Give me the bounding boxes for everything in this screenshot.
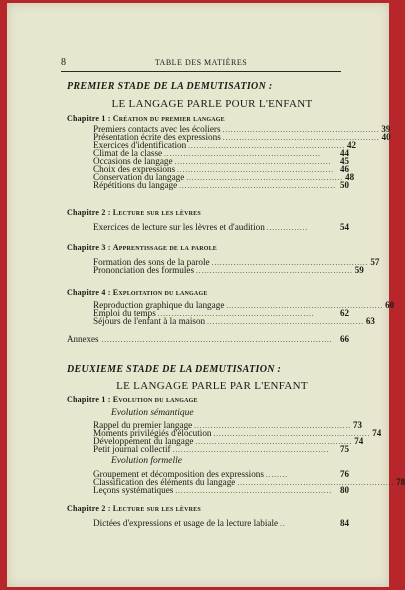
entry-text: Rappel du premier langage (93, 420, 193, 430)
entry-page: 76 (340, 469, 349, 479)
entry-text: Premiers contacts avec les écoliers (93, 124, 221, 134)
entry-text: Petit journal collectif (93, 444, 171, 454)
annexes-entry (67, 334, 349, 344)
entry-text: Développement du langage (93, 436, 194, 446)
entry-page: 74 (354, 436, 364, 446)
chapter-heading (67, 243, 357, 252)
entry-text: Climat de la classe (93, 148, 163, 158)
entry-page: 50 (340, 180, 349, 190)
leader-dots: ......................................................... (157, 310, 315, 318)
entry-page: 39 (381, 124, 391, 134)
leader-dots: ......................................................... (211, 259, 369, 267)
entry-text: Occasions de langage (93, 156, 173, 166)
entry-page: 66 (340, 334, 349, 344)
entry-page: 44 (340, 148, 349, 158)
entry-text: Emploi du temps (93, 308, 156, 318)
entry-page: 60 (385, 300, 395, 310)
part-subtitle: LE LANGAGE PARLE PAR L'ENFANT (116, 380, 308, 392)
leader-dots: ......................................................... (188, 142, 345, 150)
entry-page: 63 (365, 316, 375, 326)
chapter-title: Création du premier langage (112, 114, 225, 123)
entry-text: Présentation écrite des expressions (93, 132, 221, 142)
entry-page: 46 (340, 164, 349, 174)
entry-text: Groupement et décomposition des expressions (93, 469, 264, 479)
entry-list (93, 257, 380, 275)
book-page (7, 3, 405, 587)
entry-page: 57 (370, 257, 380, 267)
entry-page: 74 (372, 428, 382, 438)
toc-entry (93, 181, 349, 189)
leader-dots: ......................................................... (213, 430, 371, 438)
toc-entry (93, 519, 349, 527)
leader-dots: ......................................................... (196, 267, 353, 275)
leader-dots: ........ (265, 471, 288, 479)
chapter-heading (67, 208, 357, 217)
leader-dots: ......................................................... (177, 166, 334, 174)
leader-dots: ......................................................... (226, 302, 384, 310)
entry-list (93, 519, 349, 527)
entry-text: Annexes (67, 334, 99, 344)
entry-text: Classification des éléments du langage (93, 477, 236, 487)
toc-entry (93, 316, 375, 326)
page-number: 8 (61, 57, 67, 68)
chapter-heading (67, 288, 357, 297)
chapter-heading (67, 114, 357, 123)
entry-text: Reproduction graphique du langage (93, 300, 225, 310)
leader-dots: ......................................................... (195, 438, 353, 446)
toc-entry (93, 486, 349, 494)
leader-dots: ......................................................... (194, 422, 351, 430)
entry-text: Prononciation des formules (93, 265, 195, 275)
running-title: TABLE DES MATIÈRES (154, 58, 248, 67)
section-title: Evolution formelle (111, 456, 182, 466)
entry-text: Leçons systématiques (93, 485, 174, 495)
chapter-label: Chapitre 4 : (67, 288, 111, 297)
entry-page: 80 (340, 485, 349, 495)
entry-list (93, 420, 382, 454)
entry-list (93, 124, 391, 190)
leader-dots: ............... (266, 224, 309, 232)
entry-page: 59 (354, 265, 364, 275)
entry-page: 73 (353, 420, 362, 430)
entry-list (93, 469, 405, 495)
leader-dots: ......................................................... (186, 174, 344, 182)
leader-dots: ......................................................... (174, 158, 332, 166)
leader-dots: ......................................................... (222, 134, 380, 142)
toc-entry (93, 445, 349, 453)
entry-page: 48 (345, 172, 355, 182)
entry-text: Séjours de l'enfant à la maison (93, 316, 206, 326)
toc-entry (93, 265, 364, 275)
chapter-title: Lecture sur les lèvres (112, 208, 201, 217)
entry-text: Choix des expressions (93, 164, 176, 174)
leader-dots: ......................................................... (175, 487, 333, 495)
part-subtitle: LE LANGAGE PARLE POUR L'ENFANT (111, 98, 313, 110)
section-title: Evolution sémantique (111, 408, 194, 418)
leader-dots: ......................................................... (164, 150, 321, 158)
entry-page: 45 (340, 156, 349, 166)
chapter-title: Exploitation du langage (112, 288, 208, 297)
chapter-title: Evolution du langage (112, 395, 198, 404)
entry-page: 42 (346, 140, 356, 150)
entry-page: 40 (381, 132, 391, 142)
entry-page: 54 (340, 222, 349, 232)
chapter-label: Chapitre 2 : (67, 208, 111, 217)
leader-dots: ......................................................... (222, 126, 380, 134)
entry-text: Exercices de lecture sur les lèvres et d'audition (93, 222, 265, 232)
entry-text: Formation des sons de la parole (93, 257, 210, 267)
entry-text: Répétitions du langage (93, 180, 178, 190)
entry-text: Exercices d'identification (93, 140, 187, 150)
leader-dots: .. (280, 520, 286, 528)
leader-dots: ......................................................... (237, 479, 395, 487)
entry-page: 75 (340, 444, 349, 454)
leader-dots: .................................................................................... (101, 336, 333, 344)
entry-list (93, 223, 349, 231)
toc-entry (93, 223, 349, 231)
entry-text: Conservation du langage (93, 172, 185, 182)
entry-page: 84 (340, 518, 349, 528)
entry-page: 78 (396, 477, 405, 487)
entry-page: 62 (340, 308, 349, 318)
part-title: PREMIER STADE DE LA DEMUTISATION : (67, 81, 273, 92)
entry-list (93, 300, 395, 326)
chapter-title: Apprentissage de la parole (112, 243, 218, 252)
chapter-label: Chapitre 1 : (67, 114, 111, 123)
chapter-label: Chapitre 3 : (67, 243, 111, 252)
leader-dots: ......................................................... (179, 182, 336, 190)
entry-text: Moments privilégiés d'élocution (93, 428, 212, 438)
leader-dots: ......................................................... (172, 446, 330, 454)
entry-text: Dictées d'expressions et usage de la lecture labiale (93, 518, 279, 528)
chapter-heading (67, 395, 357, 404)
chapter-title: Lecture sur les lèvres (112, 504, 201, 513)
chapter-label: Chapitre 2 : (67, 504, 111, 513)
leader-dots: ......................................................... (207, 318, 364, 326)
chapter-label: Chapitre 1 : (67, 395, 111, 404)
chapter-heading (67, 504, 357, 513)
running-header (61, 57, 341, 72)
part-title: DEUXIEME STADE DE LA DEMUTISATION : (67, 364, 282, 375)
